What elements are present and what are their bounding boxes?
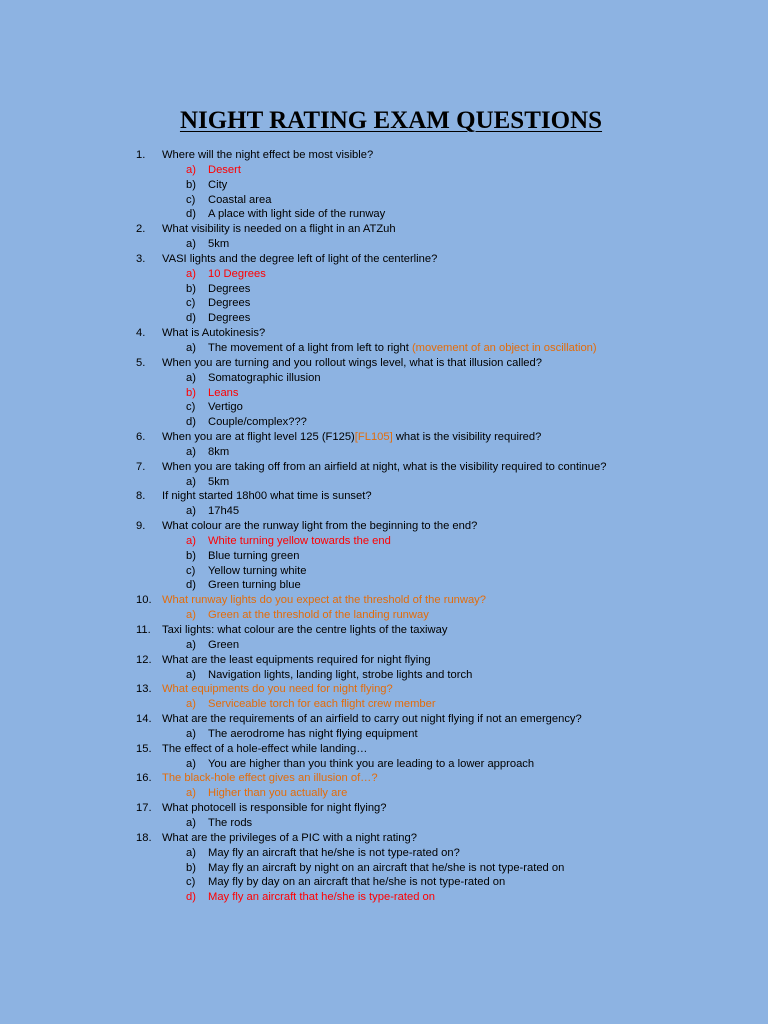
answer-letter: a) bbox=[186, 505, 196, 518]
question-number: 11. bbox=[136, 624, 151, 636]
question-text: VASI lights and the degree left of light of the centerline? bbox=[162, 252, 438, 265]
question-text: What is Autokinesis? bbox=[162, 327, 266, 340]
answer-letter: a) bbox=[186, 341, 196, 354]
answer-letter: a) bbox=[186, 609, 196, 622]
answer-text: 5km bbox=[208, 238, 230, 251]
answer-list bbox=[162, 727, 768, 742]
question-item bbox=[0, 742, 768, 772]
answer-letter: c) bbox=[186, 876, 196, 889]
answer-text: City bbox=[208, 178, 228, 191]
answer-list bbox=[162, 371, 768, 430]
answer-text: Degrees bbox=[208, 282, 251, 295]
question-list bbox=[0, 148, 768, 905]
answer-list bbox=[162, 697, 768, 712]
question-text-after: what is the visibility required? bbox=[392, 431, 542, 444]
answer-letter: a) bbox=[186, 163, 196, 176]
answer-list bbox=[162, 341, 768, 356]
question-number: 16. bbox=[136, 772, 152, 785]
answer-letter: b) bbox=[186, 178, 196, 191]
question-item bbox=[0, 712, 768, 742]
answer-letter: a) bbox=[186, 757, 196, 770]
question-text: What equipments do you need for night flying? bbox=[162, 683, 393, 696]
answer-option bbox=[162, 534, 768, 549]
answer-option bbox=[162, 341, 768, 356]
answer-text: A place with light side of the runway bbox=[208, 208, 386, 221]
answer-option bbox=[162, 445, 768, 460]
question-item bbox=[0, 460, 768, 490]
answer-letter: c) bbox=[186, 564, 196, 577]
question-item bbox=[0, 623, 768, 653]
answer-option bbox=[162, 400, 768, 415]
question-item bbox=[0, 430, 768, 460]
answer-option bbox=[162, 415, 768, 430]
answer-option bbox=[162, 578, 768, 593]
answer-option bbox=[162, 564, 768, 579]
answer-list bbox=[162, 608, 768, 623]
answer-text: Desert bbox=[208, 163, 241, 176]
answer-text: 17h45 bbox=[208, 505, 240, 518]
answer-text: May fly an aircraft that he/she is not type-rated on? bbox=[208, 846, 460, 859]
answer-list bbox=[162, 267, 768, 326]
question-item bbox=[0, 801, 768, 831]
question-number: 1. bbox=[136, 149, 146, 161]
answer-list bbox=[162, 504, 768, 519]
question-number: 7. bbox=[136, 460, 146, 473]
answer-list bbox=[162, 638, 768, 653]
answer-note: (movement of an object in oscillation) bbox=[411, 341, 597, 354]
answer-option bbox=[162, 608, 768, 623]
answer-text: May fly by day on an aircraft that he/she is not type-rated on bbox=[208, 876, 506, 889]
answer-text: Degrees bbox=[208, 312, 251, 325]
question-text: What runway lights do you expect at the threshold of the runway? bbox=[162, 594, 487, 607]
answer-option bbox=[162, 727, 768, 742]
question-item bbox=[0, 148, 768, 222]
question-number: 10. bbox=[136, 594, 152, 607]
answer-letter: c) bbox=[186, 401, 196, 414]
question-text: When you are taking off from an airfield at night, what is the visibility required to continue? bbox=[162, 460, 607, 473]
answer-option bbox=[162, 504, 768, 519]
question-text: What are the requirements of an airfield to carry out night flying if not an emergency? bbox=[162, 713, 582, 726]
answer-text: Green at the threshold of the landing runway bbox=[208, 609, 429, 622]
answer-option bbox=[162, 386, 768, 401]
question-number: 9. bbox=[136, 520, 146, 533]
answer-text: 8km bbox=[208, 445, 230, 458]
question-text: The black-hole effect gives an illusion of…? bbox=[162, 772, 378, 785]
answer-option bbox=[162, 786, 768, 801]
answer-text: You are higher than you think you are leading to a lower approach bbox=[208, 757, 535, 770]
question-number: 18. bbox=[136, 831, 152, 844]
question-number: 5. bbox=[136, 356, 146, 369]
answer-option bbox=[162, 757, 768, 772]
answer-letter: d) bbox=[186, 416, 196, 429]
answer-letter: b) bbox=[186, 549, 196, 562]
answer-letter: b) bbox=[186, 386, 196, 399]
answer-letter: b) bbox=[186, 861, 196, 874]
question-item bbox=[0, 593, 768, 623]
question-item bbox=[0, 653, 768, 683]
answer-option bbox=[162, 816, 768, 831]
answer-text: Somatographic illusion bbox=[208, 371, 321, 384]
question-number: 12. bbox=[136, 653, 152, 666]
answer-text: Green bbox=[208, 638, 240, 651]
answer-option bbox=[162, 371, 768, 386]
answer-option bbox=[162, 638, 768, 653]
answer-list bbox=[162, 163, 768, 222]
answer-list bbox=[162, 445, 768, 460]
answer-letter: a) bbox=[186, 787, 196, 800]
question-number: 8. bbox=[136, 490, 146, 503]
answer-letter: d) bbox=[186, 891, 196, 904]
answer-option bbox=[162, 282, 768, 297]
answer-text: Leans bbox=[208, 386, 239, 399]
answer-text: May fly an aircraft by night on an aircraft that he/she is not type-rated on bbox=[208, 861, 565, 874]
answer-list bbox=[162, 237, 768, 252]
answer-option bbox=[162, 237, 768, 252]
question-item bbox=[0, 831, 768, 905]
answer-letter: c) bbox=[186, 193, 196, 206]
answer-letter: d) bbox=[186, 312, 196, 325]
answer-text: Serviceable torch for each flight crew member bbox=[208, 698, 436, 711]
answer-text: Navigation lights, landing light, strobe lights and torch bbox=[208, 668, 473, 681]
question-number: 13. bbox=[136, 683, 152, 696]
answer-option bbox=[162, 549, 768, 564]
title-text: NIGHT RATING EXAM QUESTIONS bbox=[179, 106, 603, 134]
answer-text: Yellow turning white bbox=[208, 564, 307, 577]
question-text: The effect of a hole-effect while landing… bbox=[162, 742, 368, 755]
answer-text: Couple/complex??? bbox=[208, 416, 307, 429]
question-note: [FL105] bbox=[354, 431, 393, 444]
question-text: What are the privileges of a PIC with a night rating? bbox=[162, 831, 417, 844]
answer-list bbox=[162, 475, 768, 490]
answer-letter: a) bbox=[186, 638, 196, 651]
question-item bbox=[0, 771, 768, 801]
answer-option bbox=[162, 861, 768, 876]
answer-list bbox=[162, 668, 768, 683]
answer-option bbox=[162, 163, 768, 178]
question-text: What colour are the runway light from the beginning to the end? bbox=[162, 520, 478, 533]
answer-option bbox=[162, 311, 768, 326]
answer-letter: a) bbox=[186, 846, 196, 859]
question-item bbox=[0, 252, 768, 326]
answer-text: Vertigo bbox=[208, 401, 243, 414]
question-number: 15. bbox=[136, 742, 152, 755]
answer-text: The aerodrome has night flying equipment bbox=[208, 727, 418, 740]
answer-letter: a) bbox=[186, 727, 196, 740]
question-number: 14. bbox=[136, 713, 152, 726]
answer-option bbox=[162, 697, 768, 712]
page-title bbox=[0, 105, 768, 137]
answer-list bbox=[162, 816, 768, 831]
question-text: What visibility is needed on a flight in an ATZuh bbox=[162, 223, 396, 236]
question-text: What photocell is responsible for night flying? bbox=[162, 802, 387, 815]
answer-text: May fly an aircraft that he/she is type-rated on bbox=[208, 891, 435, 904]
answer-option bbox=[162, 875, 768, 890]
question-item bbox=[0, 519, 768, 593]
answer-option bbox=[162, 207, 768, 222]
answer-text: Blue turning green bbox=[208, 549, 300, 562]
question-text: What are the least equipments required for night flying bbox=[162, 653, 431, 666]
answer-letter: b) bbox=[186, 282, 196, 295]
answer-list bbox=[162, 786, 768, 801]
question-item bbox=[0, 356, 768, 430]
question-text: When you are at flight level 125 (F125) bbox=[162, 431, 355, 444]
answer-letter: a) bbox=[186, 816, 196, 829]
answer-letter: c) bbox=[186, 297, 196, 310]
answer-text: 5km bbox=[208, 475, 230, 488]
question-text: Taxi lights: what colour are the centre lights of the taxiway bbox=[162, 624, 448, 636]
answer-letter: a) bbox=[186, 238, 196, 251]
answer-letter: a) bbox=[186, 475, 196, 488]
answer-letter: a) bbox=[186, 534, 196, 547]
question-text: When you are turning and you rollout wings level, what is that illusion called? bbox=[162, 356, 542, 369]
answer-text: Higher than you actually are bbox=[208, 787, 348, 800]
answer-letter: d) bbox=[186, 579, 196, 592]
answer-letter: a) bbox=[186, 445, 196, 458]
answer-text: White turning yellow towards the end bbox=[208, 534, 391, 547]
answer-option bbox=[162, 475, 768, 490]
answer-option bbox=[162, 267, 768, 282]
answer-letter: a) bbox=[186, 267, 196, 280]
answer-list bbox=[162, 846, 768, 905]
question-item bbox=[0, 682, 768, 712]
answer-letter: a) bbox=[186, 698, 196, 711]
answer-letter: a) bbox=[186, 371, 196, 384]
question-number: 2. bbox=[136, 223, 146, 236]
answer-option bbox=[162, 296, 768, 311]
question-item bbox=[0, 489, 768, 519]
question-number: 3. bbox=[136, 252, 146, 265]
answer-text: Green turning blue bbox=[208, 579, 301, 592]
answer-list bbox=[162, 757, 768, 772]
answer-text: The rods bbox=[208, 816, 253, 829]
answer-text: Degrees bbox=[208, 297, 251, 310]
answer-text: The movement of a light from left to right bbox=[208, 341, 412, 354]
answer-option bbox=[162, 193, 768, 208]
answer-letter: d) bbox=[186, 208, 196, 221]
answer-letter: a) bbox=[186, 668, 196, 681]
answer-option bbox=[162, 846, 768, 861]
answer-option bbox=[162, 178, 768, 193]
question-number: 17. bbox=[136, 802, 152, 815]
question-text: If night started 18h00 what time is sunset? bbox=[162, 490, 372, 503]
question-item bbox=[0, 326, 768, 356]
answer-text: Coastal area bbox=[208, 193, 272, 206]
answer-option bbox=[162, 890, 768, 905]
question-number: 6. bbox=[136, 431, 146, 444]
answer-option bbox=[162, 668, 768, 683]
question-number: 4. bbox=[136, 327, 146, 340]
answer-text: 10 Degrees bbox=[208, 267, 266, 280]
question-item bbox=[0, 222, 768, 252]
question-text: Where will the night effect be most visible? bbox=[162, 149, 374, 161]
answer-list bbox=[162, 534, 768, 593]
